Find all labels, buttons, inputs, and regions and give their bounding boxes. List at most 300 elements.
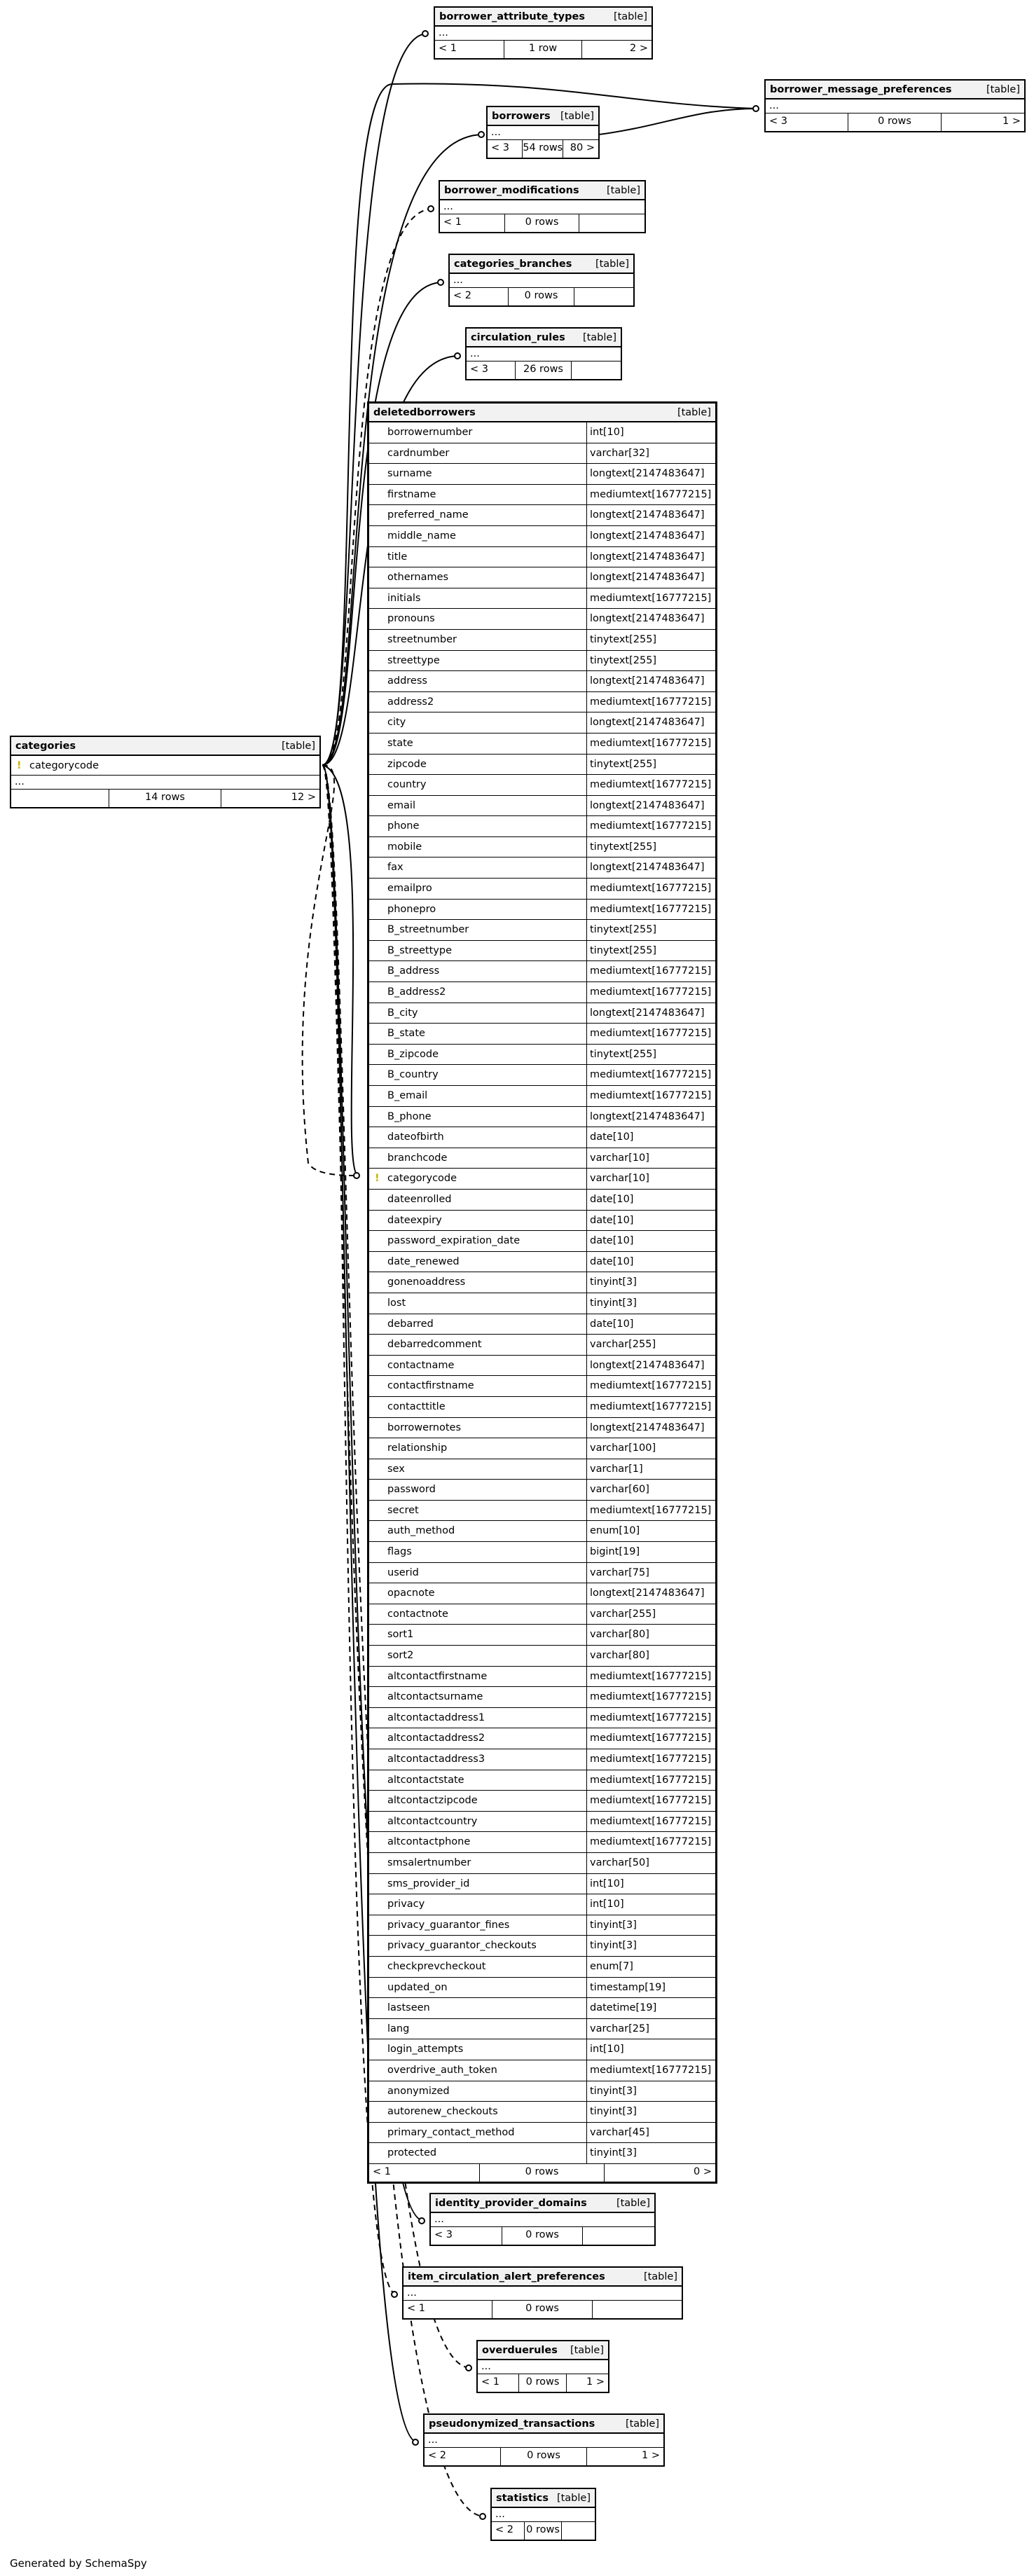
column-type: varchar[100]	[590, 1442, 656, 1454]
column-type: int[10]	[590, 427, 624, 438]
column-name: borrowernotes	[387, 1421, 462, 1433]
column-name: gonenoaddress	[387, 1276, 466, 1288]
column-name-cell	[369, 2123, 587, 2143]
parents-link[interactable]	[11, 790, 109, 807]
column-type: mediumtext[16777215]	[590, 696, 712, 708]
column-name-cell	[369, 2039, 587, 2060]
table-pseudonymized-transactions[interactable]	[423, 2413, 665, 2467]
column-row	[369, 2039, 715, 2060]
table-overduerules[interactable]	[476, 2340, 609, 2393]
column-row	[369, 1708, 715, 1729]
column-row	[369, 1211, 715, 1232]
column-row	[369, 1978, 715, 1999]
column-row	[369, 1894, 715, 1915]
column-name: initials	[387, 592, 421, 604]
table-header	[467, 329, 621, 347]
parents-link[interactable]: < 1	[369, 2164, 480, 2182]
parents-link[interactable]: < 3	[766, 113, 848, 131]
column-name-cell	[369, 1003, 587, 1024]
table-item-circulation-alert-preferences[interactable]	[402, 2266, 683, 2320]
column-name-cell	[369, 609, 587, 629]
children-link[interactable]: 1 >	[586, 2376, 605, 2388]
column-row	[369, 1667, 715, 1688]
column-type: varchar[75]	[590, 1566, 649, 1578]
column-row	[369, 1438, 715, 1459]
parents-link[interactable]: < 1	[478, 2374, 519, 2392]
column-row	[369, 1086, 715, 1107]
column-name: phone	[387, 820, 420, 832]
column-name-cell	[369, 1563, 587, 1583]
column-type: tinytext[255]	[590, 1048, 657, 1060]
column-row	[369, 671, 715, 692]
column-name: contactnote	[387, 1608, 448, 1620]
column-name-cell	[369, 443, 587, 464]
table-name: categories_branches	[454, 258, 572, 270]
column-name-cell	[369, 1376, 587, 1396]
column-type: longtext[2147483647]	[590, 1007, 705, 1019]
table-tag: [table]	[677, 406, 711, 418]
column-type: date[10]	[590, 1214, 634, 1226]
parents-link[interactable]: < 2	[492, 2522, 525, 2540]
column-name: password_expiration_date	[387, 1235, 521, 1247]
table-statistics[interactable]	[490, 2488, 596, 2541]
column-row	[369, 1480, 715, 1501]
row-count: 1 row	[504, 41, 583, 58]
column-name: B_address2	[387, 986, 446, 998]
column-name-cell	[369, 526, 587, 546]
column-row	[369, 464, 715, 485]
column-type: date[10]	[590, 1131, 634, 1143]
ellipsis-row: ...	[492, 2508, 595, 2522]
column-row	[369, 1459, 715, 1480]
column-type: longtext[2147483647]	[590, 799, 705, 811]
column-row	[369, 1293, 715, 1314]
parents-link[interactable]: < 1	[404, 2301, 492, 2318]
column-name-cell	[369, 422, 587, 443]
column-type: varchar[255]	[590, 1339, 656, 1351]
column-name: contacttitle	[387, 1400, 446, 1412]
table-footer	[369, 2164, 715, 2182]
children-link[interactable]	[574, 288, 633, 305]
parents-link[interactable]: < 1	[440, 214, 505, 232]
children-link[interactable]: 12 >	[291, 792, 316, 803]
column-name: borrowernumber	[387, 427, 473, 438]
column-name: secret	[387, 1504, 419, 1516]
column-name: debarred	[387, 1318, 434, 1330]
table-footer	[435, 41, 652, 58]
column-name: checkprevcheckout	[387, 1960, 486, 1972]
column-name-cell	[369, 1749, 587, 1770]
column-name: othernames	[387, 572, 449, 584]
column-name: relationship	[387, 1442, 448, 1454]
column-name: debarredcomment	[387, 1339, 482, 1351]
column-name: sort2	[387, 1650, 414, 1662]
table-footer	[766, 113, 1024, 131]
column-row	[369, 1604, 715, 1625]
column-name: sms_provider_id	[387, 1878, 470, 1889]
column-name-cell	[369, 1169, 587, 1189]
row-count: 0 rows	[509, 288, 575, 305]
children-link[interactable]: 0 >	[694, 2165, 712, 2177]
column-name-cell	[369, 1894, 587, 1915]
column-row	[369, 1646, 715, 1667]
table-name: borrower_attribute_types	[439, 11, 585, 22]
parents-link[interactable]: < 3	[431, 2227, 502, 2245]
ellipsis-row: ...	[440, 200, 644, 214]
column-row	[369, 1749, 715, 1770]
column-name-cell	[369, 982, 587, 1003]
column-name: altcontactaddress3	[387, 1754, 485, 1765]
table-header	[435, 8, 652, 27]
column-name: altcontactfirstname	[387, 1670, 488, 1682]
parents-link[interactable]: < 1	[435, 41, 504, 58]
column-type: tinytext[255]	[590, 654, 657, 666]
column-name: auth_method	[387, 1525, 455, 1537]
column-name: dateofbirth	[387, 1131, 444, 1143]
table-footer	[478, 2374, 608, 2392]
column-name: mobile	[387, 841, 422, 853]
column-type: mediumtext[16777215]	[590, 779, 712, 791]
column-type: mediumtext[16777215]	[590, 1711, 712, 1723]
table-footer	[492, 2522, 595, 2540]
column-name-cell	[369, 1190, 587, 1210]
column-type: mediumtext[16777215]	[590, 1504, 712, 1516]
column-name-cell	[369, 1438, 587, 1459]
column-name: zipcode	[387, 758, 427, 770]
row-count: 0 rows	[519, 2374, 567, 2392]
column-name-cell	[369, 1687, 587, 1707]
column-row	[369, 982, 715, 1003]
column-name-cell	[369, 1936, 587, 1956]
column-name: altcontactsurname	[387, 1691, 483, 1703]
table-circulation-rules[interactable]	[465, 327, 622, 380]
column-row	[369, 755, 715, 776]
column-name-cell	[369, 588, 587, 609]
row-count: 0 rows	[502, 2227, 583, 2245]
column-name: protected	[387, 2147, 437, 2159]
column-name-cell	[369, 1521, 587, 1541]
column-name: B_email	[387, 1090, 428, 1101]
column-name: userid	[387, 1566, 419, 1578]
column-name-cell	[369, 1045, 587, 1065]
column-type: mediumtext[16777215]	[590, 883, 712, 895]
table-name: pseudonymized_transactions	[429, 2418, 595, 2430]
column-name: lang	[387, 2023, 410, 2034]
table-footer	[431, 2227, 654, 2245]
column-name: primary_contact_method	[387, 2126, 515, 2138]
column-name-cell	[369, 1978, 587, 1998]
column-name: B_country	[387, 1069, 439, 1081]
column-name-cell	[369, 1127, 587, 1148]
column-row	[369, 609, 715, 630]
children-link[interactable]	[593, 2301, 682, 2318]
table-header	[492, 2489, 595, 2508]
column-type: longtext[2147483647]	[590, 1421, 705, 1433]
column-type: tinyint[3]	[590, 1297, 637, 1309]
column-row	[369, 1148, 715, 1169]
column-name-cell	[369, 1231, 587, 1251]
column-name-cell	[369, 1501, 587, 1521]
column-name: lost	[387, 1297, 406, 1309]
column-row	[369, 1356, 715, 1377]
column-name-cell	[369, 712, 587, 733]
column-name-cell	[369, 1583, 587, 1604]
column-row	[369, 941, 715, 962]
column-type: int[10]	[590, 1878, 624, 1889]
column-name: B_city	[387, 1007, 418, 1019]
table-header	[440, 181, 644, 200]
column-name-cell	[369, 796, 587, 816]
children-link[interactable]: 80 >	[570, 142, 595, 153]
column-type: mediumtext[16777215]	[590, 1090, 712, 1101]
column-row	[369, 1335, 715, 1356]
table-borrower-message-preferences[interactable]	[764, 79, 1026, 132]
row-count: 0 rows	[501, 2448, 587, 2465]
column-row	[369, 1957, 715, 1978]
column-row	[369, 2123, 715, 2144]
children-link[interactable]	[583, 2227, 654, 2245]
parents-link[interactable]: < 2	[425, 2448, 501, 2465]
table-deletedborrowers[interactable]	[367, 401, 717, 2184]
column-name-cell	[369, 1356, 587, 1376]
table-name: deletedborrowers	[373, 406, 476, 418]
table-name: circulation_rules	[471, 331, 565, 343]
column-row	[369, 1583, 715, 1604]
table-categories[interactable]	[10, 736, 321, 808]
column-name: autorenew_checkouts	[387, 2106, 498, 2118]
column-type: longtext[2147483647]	[590, 530, 705, 542]
column-row	[369, 692, 715, 713]
column-name: opacnote	[387, 1587, 435, 1599]
children-link[interactable]	[579, 214, 644, 232]
column-type: mediumtext[16777215]	[590, 903, 712, 915]
column-type: longtext[2147483647]	[590, 675, 705, 687]
column-row	[369, 1024, 715, 1045]
column-type: longtext[2147483647]	[590, 509, 705, 521]
column-type: mediumtext[16777215]	[590, 488, 712, 500]
column-row	[369, 2102, 715, 2123]
table-name: statistics	[496, 2492, 549, 2504]
column-name: B_address	[387, 965, 440, 977]
column-name-cell	[369, 900, 587, 920]
table-header	[431, 2194, 654, 2213]
column-name: B_state	[387, 1028, 425, 1040]
column-name: altcontactcountry	[387, 1815, 478, 1827]
column-name-cell	[369, 1335, 587, 1355]
edge-borrowers-to-bmp	[594, 109, 758, 135]
column-name-cell	[369, 1086, 587, 1106]
column-type: varchar[80]	[590, 1629, 649, 1641]
column-row	[369, 733, 715, 755]
column-name: smsalertnumber	[387, 1857, 471, 1868]
table-footer	[404, 2301, 682, 2318]
column-name-cell	[369, 816, 587, 836]
row-count: 0 rows	[848, 113, 942, 131]
column-name: dateenrolled	[387, 1193, 452, 1205]
column-name: B_streetnumber	[387, 924, 469, 936]
ellipsis-row: ...	[404, 2287, 682, 2301]
parents-link[interactable]: < 3	[467, 361, 516, 379]
column-name-cell	[369, 630, 587, 650]
table-identity-provider-domains[interactable]	[429, 2193, 656, 2246]
column-name: phonepro	[387, 903, 436, 915]
column-name-cell	[369, 2143, 587, 2163]
column-type: mediumtext[16777215]	[590, 737, 712, 749]
column-type: mediumtext[16777215]	[590, 592, 712, 604]
column-row	[369, 1936, 715, 1957]
column-type: mediumtext[16777215]	[590, 1670, 712, 1682]
ellipsis-row: ...	[431, 2213, 654, 2227]
column-name-cell	[369, 857, 587, 878]
column-name-cell	[369, 1418, 587, 1438]
column-type: longtext[2147483647]	[590, 862, 705, 874]
column-type: mediumtext[16777215]	[590, 1774, 712, 1786]
ellipsis-row: ...	[467, 347, 621, 361]
column-row	[369, 1127, 715, 1148]
table-header	[450, 255, 633, 274]
column-type: tinyint[3]	[590, 1940, 637, 1952]
column-type: varchar[10]	[590, 1152, 649, 1164]
table-tag: [table]	[595, 258, 629, 270]
row-count: 0 rows	[505, 214, 579, 232]
ellipsis-row: ...	[478, 2360, 608, 2374]
column-name: email	[387, 799, 415, 811]
column-row	[369, 1376, 715, 1397]
column-row	[369, 422, 715, 443]
column-name: pronouns	[387, 613, 435, 625]
column-row	[369, 630, 715, 651]
table-header	[11, 737, 319, 756]
column-type: varchar[32]	[590, 447, 649, 459]
column-name: middle_name	[387, 530, 456, 542]
table-tag: [table]	[616, 2197, 650, 2209]
children-link[interactable]: 2 >	[630, 43, 648, 54]
column-name: altcontactzipcode	[387, 1795, 478, 1807]
column-row	[369, 961, 715, 982]
column-name-cell	[369, 547, 587, 567]
column-name: emailpro	[387, 883, 432, 895]
column-name: categorycode	[387, 1173, 457, 1185]
table-name: borrower_message_preferences	[770, 83, 952, 95]
column-name-cell	[369, 920, 587, 940]
column-row	[369, 1045, 715, 1066]
column-name-cell	[369, 1211, 587, 1231]
column-type: tinytext[255]	[590, 944, 657, 956]
column-name: branchcode	[387, 1152, 448, 1164]
table-borrowers[interactable]	[486, 106, 600, 159]
column-name-cell	[369, 1791, 587, 1811]
table-footer	[467, 361, 621, 379]
table-name: borrowers	[492, 110, 551, 122]
column-name: streettype	[387, 654, 440, 666]
table-name: categories	[15, 740, 76, 752]
column-name: B_phone	[387, 1110, 432, 1122]
column-name: address2	[387, 696, 434, 708]
column-type: tinyint[3]	[590, 2106, 637, 2118]
column-row	[369, 1272, 715, 1293]
column-type: mediumtext[16777215]	[590, 986, 712, 998]
column-type: mediumtext[16777215]	[590, 1069, 712, 1081]
column-name-cell	[369, 651, 587, 671]
column-name-cell	[369, 1272, 587, 1293]
column-name-cell	[369, 485, 587, 505]
column-type: int[10]	[590, 1899, 624, 1910]
column-row	[369, 651, 715, 672]
column-row	[369, 1915, 715, 1936]
column-name: B_streettype	[387, 944, 452, 956]
column-name-cell	[369, 1625, 587, 1645]
column-name: altcontactstate	[387, 1774, 464, 1786]
column-name: date_renewed	[387, 1255, 460, 1267]
column-row	[369, 1169, 715, 1190]
column-type: mediumtext[16777215]	[590, 1754, 712, 1765]
parents-link[interactable]: < 3	[488, 140, 523, 158]
column-type: date[10]	[590, 1318, 634, 1330]
table-name: borrower_modifications	[444, 184, 579, 196]
column-type: mediumtext[16777215]	[590, 1836, 712, 1848]
row-count: 0 rows	[480, 2164, 605, 2182]
column-name: sex	[387, 1463, 405, 1475]
table-name: item_circulation_alert_preferences	[408, 2271, 605, 2282]
column-name: sort1	[387, 1629, 414, 1641]
table-footer	[488, 140, 598, 158]
column-name-cell	[369, 1832, 587, 1852]
children-link[interactable]: 1 >	[642, 2450, 660, 2461]
column-type: mediumtext[16777215]	[590, 1691, 712, 1703]
column-name-cell	[369, 1480, 587, 1500]
column-name-cell	[369, 1853, 587, 1873]
column-row	[369, 1812, 715, 1833]
column-type: date[10]	[590, 1255, 634, 1267]
column-name: title	[387, 551, 408, 563]
column-name-cell	[369, 1065, 587, 1085]
column-name-cell	[369, 1024, 587, 1044]
column-name-cell	[369, 1770, 587, 1791]
column-type: mediumtext[16777215]	[590, 1733, 712, 1744]
column-row	[11, 756, 319, 776]
column-type: datetime[19]	[590, 2002, 657, 2014]
children-link[interactable]	[562, 2522, 595, 2540]
column-type: longtext[2147483647]	[590, 468, 705, 480]
children-link[interactable]	[572, 361, 621, 379]
table-categories-branches[interactable]	[448, 254, 635, 307]
column-type: mediumtext[16777215]	[590, 820, 712, 832]
column-row	[369, 1874, 715, 1895]
column-type: date[10]	[590, 1193, 634, 1205]
children-link[interactable]: 1 >	[1002, 116, 1021, 127]
column-type: varchar[60]	[590, 1484, 649, 1496]
column-name: contactname	[387, 1359, 455, 1371]
table-header	[478, 2341, 608, 2360]
column-name: lastseen	[387, 2002, 430, 2014]
column-type: longtext[2147483647]	[590, 551, 705, 563]
table-borrower-modifications[interactable]	[439, 180, 646, 233]
column-name-cell	[369, 692, 587, 712]
primary-key-icon: !	[17, 760, 22, 771]
table-header	[488, 107, 598, 126]
table-tag: [table]	[560, 110, 594, 122]
table-borrower-attribute-types[interactable]	[434, 6, 653, 60]
column-type: varchar[1]	[590, 1463, 643, 1475]
column-type: longtext[2147483647]	[590, 1110, 705, 1122]
column-name: preferred_name	[387, 509, 469, 521]
parents-link[interactable]: < 2	[450, 288, 509, 305]
column-row	[369, 567, 715, 588]
column-type: longtext[2147483647]	[590, 717, 705, 729]
column-name-cell	[369, 1314, 587, 1335]
column-row	[369, 526, 715, 547]
column-name: state	[387, 737, 413, 749]
